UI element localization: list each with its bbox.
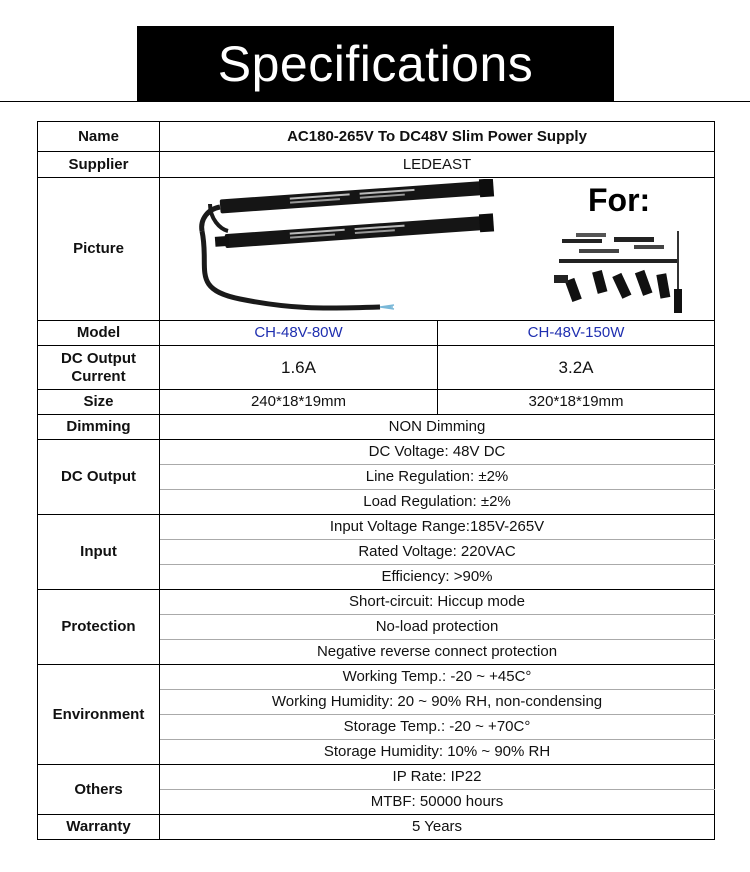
row-current <box>38 346 715 390</box>
current-label-line2: Current <box>71 367 126 385</box>
input-item: Efficiency: >90% <box>160 565 715 590</box>
protection-item: Short-circuit: Hiccup mode <box>160 590 715 615</box>
size-value-2: 320*18*19mm <box>438 390 715 415</box>
others-item: IP Rate: IP22 <box>160 765 715 790</box>
dc-output-item: Line Regulation: ±2% <box>160 465 715 490</box>
input-item: Input Voltage Range:185V-265V <box>160 515 715 540</box>
name-value: AC180-265V To DC48V Slim Power Supply <box>160 122 715 152</box>
protection-label: Protection <box>38 590 160 665</box>
size-label: Size <box>38 390 160 415</box>
environment-item: Storage Temp.: -20 ~ +70C° <box>160 715 715 740</box>
model-value-1: CH-48V-80W <box>160 321 438 346</box>
current-value-2: 3.2A <box>438 346 715 390</box>
warranty-label: Warranty <box>38 815 160 840</box>
picture-cell <box>160 178 715 321</box>
spec-table <box>37 121 715 840</box>
environment-label: Environment <box>38 665 160 765</box>
environment-item: Working Temp.: -20 ~ +45C° <box>160 665 715 690</box>
current-label <box>38 346 160 390</box>
row-name <box>38 122 715 152</box>
page-title: Specifications <box>137 26 614 102</box>
row-protection-1 <box>38 590 715 615</box>
track-light-illustration <box>554 179 704 319</box>
track-lights-icon <box>554 179 704 319</box>
protection-item: No-load protection <box>160 615 715 640</box>
dimming-value: NON Dimming <box>160 415 715 440</box>
environment-item: Working Humidity: 20 ~ 90% RH, non-condensing <box>160 690 715 715</box>
dc-output-item: DC Voltage: 48V DC <box>160 440 715 465</box>
row-size <box>38 390 715 415</box>
power-supply-image <box>180 179 560 319</box>
input-item: Rated Voltage: 220VAC <box>160 540 715 565</box>
dc-output-item: Load Regulation: ±2% <box>160 490 715 515</box>
others-label: Others <box>38 765 160 815</box>
current-value-1: 1.6A <box>160 346 438 390</box>
input-label: Input <box>38 515 160 590</box>
row-environment-1 <box>38 665 715 690</box>
product-picture <box>160 179 716 319</box>
environment-item: Storage Humidity: 10% ~ 90% RH <box>160 740 715 765</box>
row-others-1 <box>38 765 715 790</box>
warranty-value: 5 Years <box>160 815 715 840</box>
row-dimming <box>38 415 715 440</box>
for-label: For: <box>588 182 651 218</box>
protection-item: Negative reverse connect protection <box>160 640 715 665</box>
row-supplier <box>38 152 715 178</box>
dimming-label: Dimming <box>38 415 160 440</box>
dc-output-label: DC Output <box>38 440 160 515</box>
row-model <box>38 321 715 346</box>
picture-label: Picture <box>38 178 160 321</box>
row-warranty <box>38 815 715 840</box>
model-value-2: CH-48V-150W <box>438 321 715 346</box>
name-label: Name <box>38 122 160 152</box>
row-input-1 <box>38 515 715 540</box>
model-label: Model <box>38 321 160 346</box>
row-dc-output-1 <box>38 440 715 465</box>
size-value-1: 240*18*19mm <box>160 390 438 415</box>
supplier-value: LEDEAST <box>160 152 715 178</box>
current-label-line1: DC Output <box>61 349 136 367</box>
supplier-label: Supplier <box>38 152 160 178</box>
others-item: MTBF: 50000 hours <box>160 790 715 815</box>
row-picture <box>38 178 715 321</box>
